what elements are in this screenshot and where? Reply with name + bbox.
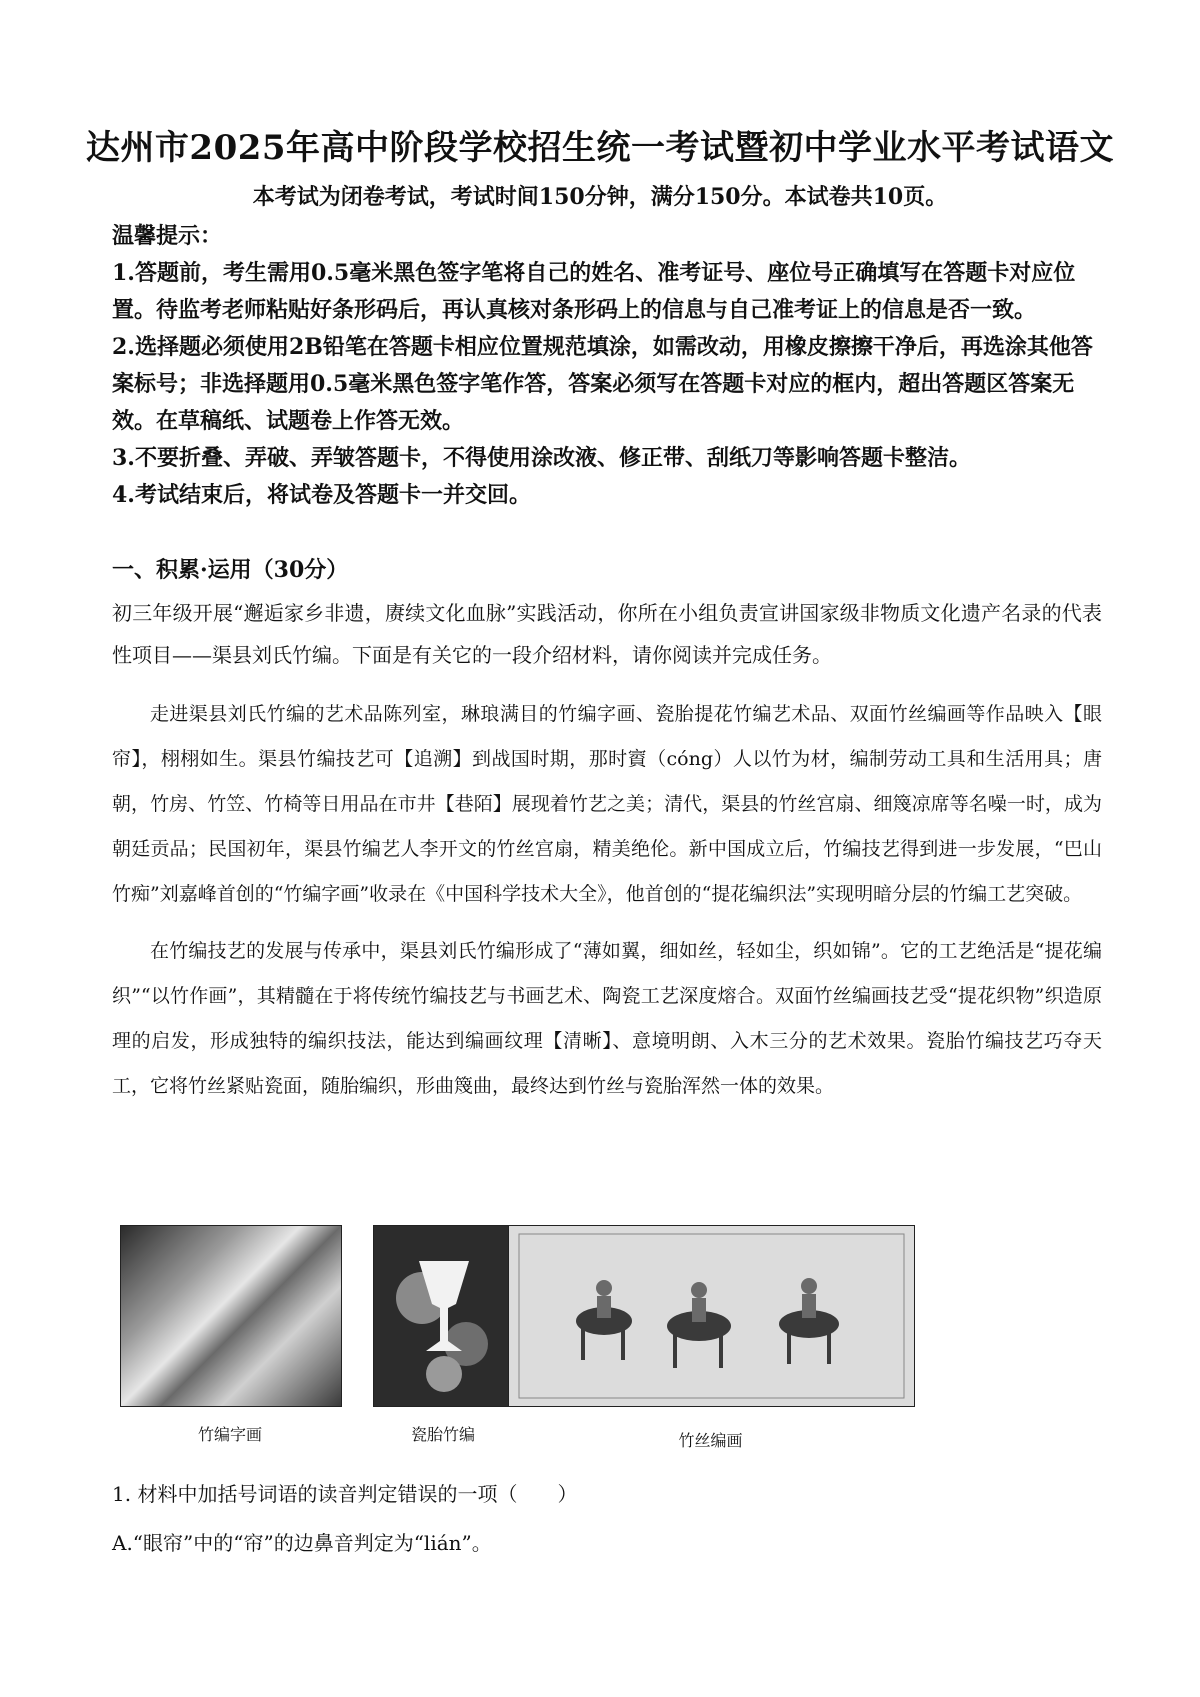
- exam-title: 达州市2025年高中阶段学校招生统一考试暨初中学业水平考试语文: [85, 128, 1115, 168]
- figure-caption: 竹编字画: [197, 1425, 262, 1444]
- notice-item-3: 3.不要折叠、弄破、弄皱答题卡，不得使用涂改液、修正带、刮纸刀等影响答题卡整洁。: [112, 445, 971, 471]
- porcelain-bamboo-image: [373, 1225, 515, 1407]
- question-1: 1. 材料中加括号词语的读音判定错误的一项（ ）: [112, 1482, 578, 1506]
- notice-item-2: 2.选择题必须使用2B铅笔在答题卡相应位置规范填涂，如需改动，用橡皮擦擦干净后，再选涂其他答案标号；非选择题用0.5毫米黑色签字笔作答，答案必须写在答题卡对应的框内，超出答题区答案无效。在草稿纸、试题卷上作答无效。: [112, 334, 1093, 434]
- notice-item-4: 4.考试结束后，将试卷及答题卡一并交回。: [112, 482, 531, 508]
- notice-item-1: 1.答题前，考生需用0.5毫米黑色签字笔将自己的姓名、准考证号、座位号正确填写在答题卡对应位置。待监考老师粘贴好条形码后，再认真核对条形码上的信息与自己准考证上的信息是否一致。: [112, 260, 1076, 323]
- question-1-option-a: A.“眼帘”中的“帘”的边鼻音判定为“lián”。: [112, 1531, 492, 1555]
- notice-label: 温馨提示：: [112, 223, 223, 249]
- porcelain-cup-illustration: [374, 1226, 514, 1406]
- figure-caption: 瓷胎竹编: [410, 1425, 475, 1444]
- material-paragraph-2: 在竹编技艺的发展与传承中，渠县刘氏竹编形成了“薄如翼，细如丝，轻如尘，织如锦”。它的工艺绝活是“提花编织”“以竹作画”，其精髓在于将传统竹编技艺与书画艺术、陶瓷工艺深度熔合。双面竹丝编画技艺受“提花织物”织造原理的启发，形成独特的编织技法，能达到编画纹理【清晰】、意境明朗、入木三分的艺术效果。瓷胎竹编技艺巧夺天工，它将竹丝紧贴瓷面，随胎编织，形曲篾曲，最终达到竹丝与瓷胎浑然一体的效果。: [112, 940, 1102, 1097]
- intro-paragraph: 初三年级开展“邂逅家乡非遗，赓续文化血脉”实践活动，你所在小组负责宣讲国家级非物质文化遗产名录的代表性项目——渠县刘氏竹编。下面是有关它的一段介绍材料，请你阅读并完成任务。: [112, 601, 1102, 667]
- bamboo-silk-painting-image: [508, 1225, 915, 1407]
- exam-subtitle: 本考试为闭卷考试，考试时间150分钟，满分150分。本试卷共10页。: [252, 184, 948, 210]
- figure-caption: 竹丝编画: [678, 1431, 743, 1450]
- section-heading: 一、积累·运用（30分）: [112, 557, 349, 583]
- horse-riders-illustration: [509, 1226, 914, 1406]
- reading-material: [112, 692, 1102, 1121]
- material-paragraph-1: 走进渠县刘氏竹编的艺术品陈列室，琳琅满目的竹编字画、瓷胎提花竹编艺术品、双面竹丝编画等作品映入【眼帘】，栩栩如生。渠县竹编技艺可【追溯】到战国时期，那时賨（cóng）人以竹为材，编制劳动工具和生活用具；唐朝，竹房、竹笠、竹椅等日用品在市井【巷陌】展现着竹艺之美；清代，渠县的竹丝宫扇、细篾凉席等名噪一时，成为朝廷贡品；民国初年，渠县竹编艺人李开文的竹丝宫扇，精美绝伦。新中国成立后，竹编技艺得到进一步发展，“巴山竹痴”刘嘉峰首创的“竹编字画”收录在《中国科学技术大全》，他首创的“提花编织法”实现明暗分层的竹编工艺突破。: [112, 703, 1102, 905]
- figure-row: [120, 1225, 920, 1455]
- notice-block: [112, 218, 1102, 514]
- bamboo-calligraphy-image: [120, 1225, 342, 1407]
